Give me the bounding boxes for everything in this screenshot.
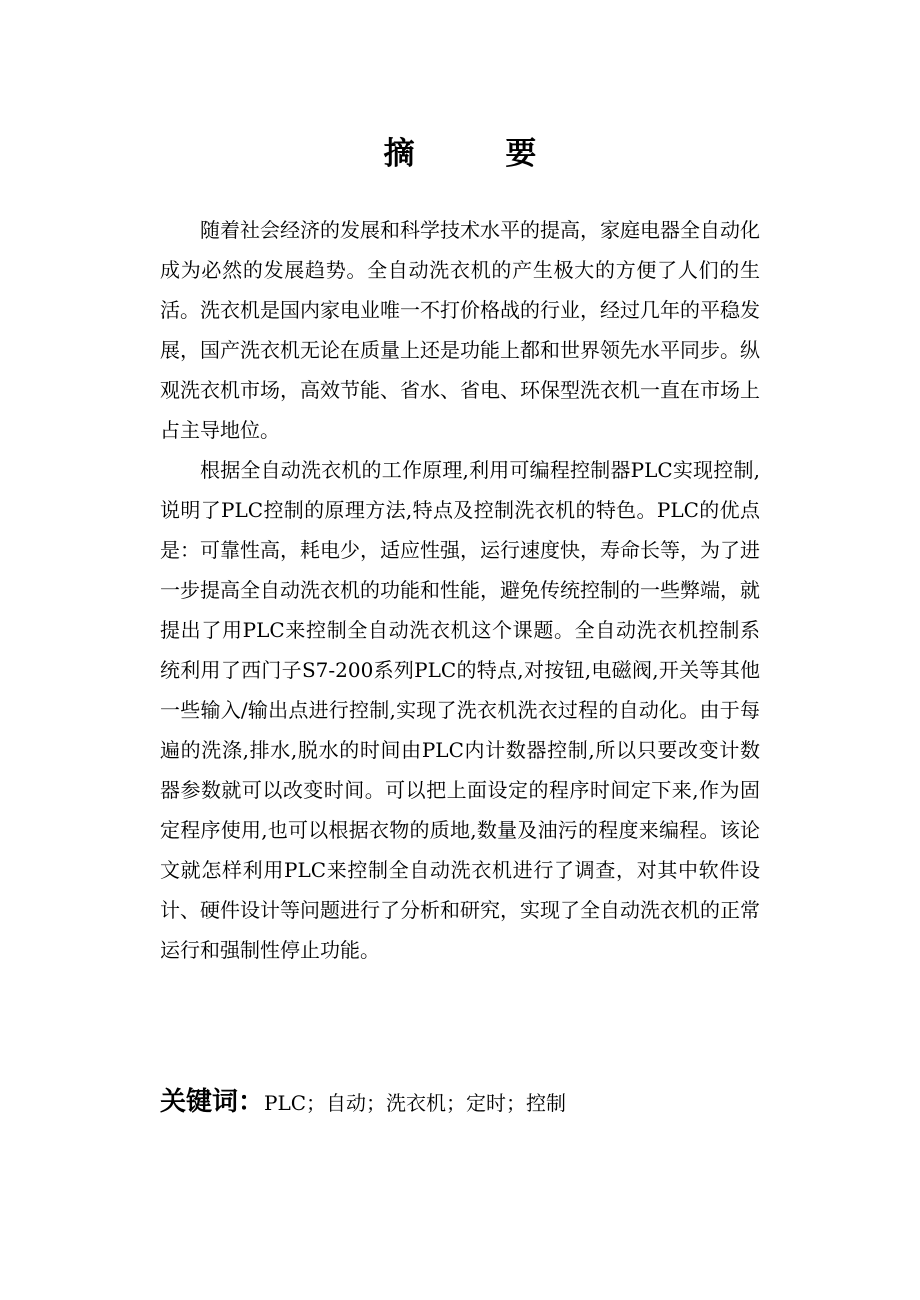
abstract-title: 摘 要	[383, 136, 577, 172]
keywords-label: 关键词：	[160, 1087, 265, 1117]
abstract-paragraph-2: 根据全自动洗衣机的工作原理,利用可编程控制器PLC实现控制,说明了PLC控制的原理方法,特点及控制洗衣机的特色。PLC的优点是：可靠性高，耗电少，适应性强，运行速度快，寿命长等，为了进一步提高全自动洗衣机的功能和性能，避免传统控制的一些弊端，就提出了用PLC来控制全自动洗衣机这个课题。全自动洗衣机控制系统利用了西门子S7-200系列PLC的特点,对按钮,电磁阀,开关等其他一些输入/输出点进行控制,实现了洗衣机洗衣过程的自动化。由于每遍的洗涤,排水,脱水的时间由PLC内计数器控制,所以只要改变计数器参数就可以改变时间。可以把上面设定的程序时间定下来,作为固定程序使用,也可以根据衣物的质地,数量及油污的程度来编程。该论文就怎样利用PLC来控制全自动洗衣机进行了调查，对其中软件设计、硬件设计等问题进行了分析和研究，实现了全自动洗衣机的正常运行和强制性停止功能。	[160, 458, 760, 962]
keywords-line	[160, 1080, 760, 1125]
abstract-paragraph-1: 随着社会经济的发展和科学技术水平的提高，家庭电器全自动化成为必然的发展趋势。全自动洗衣机的产生极大的方便了人们的生活。洗衣机是国内家电业唯一不打价格战的行业，经过几年的平稳发展，国产洗衣机无论在质量上还是功能上都和世界领先水平同步。纵观洗衣机市场，高效节能、省水、省电、环保型洗衣机一直在市场上占主导地位。	[160, 218, 760, 442]
abstract-body	[160, 210, 760, 970]
keywords-value: PLC；自动；洗衣机；定时；控制	[264, 1091, 567, 1115]
